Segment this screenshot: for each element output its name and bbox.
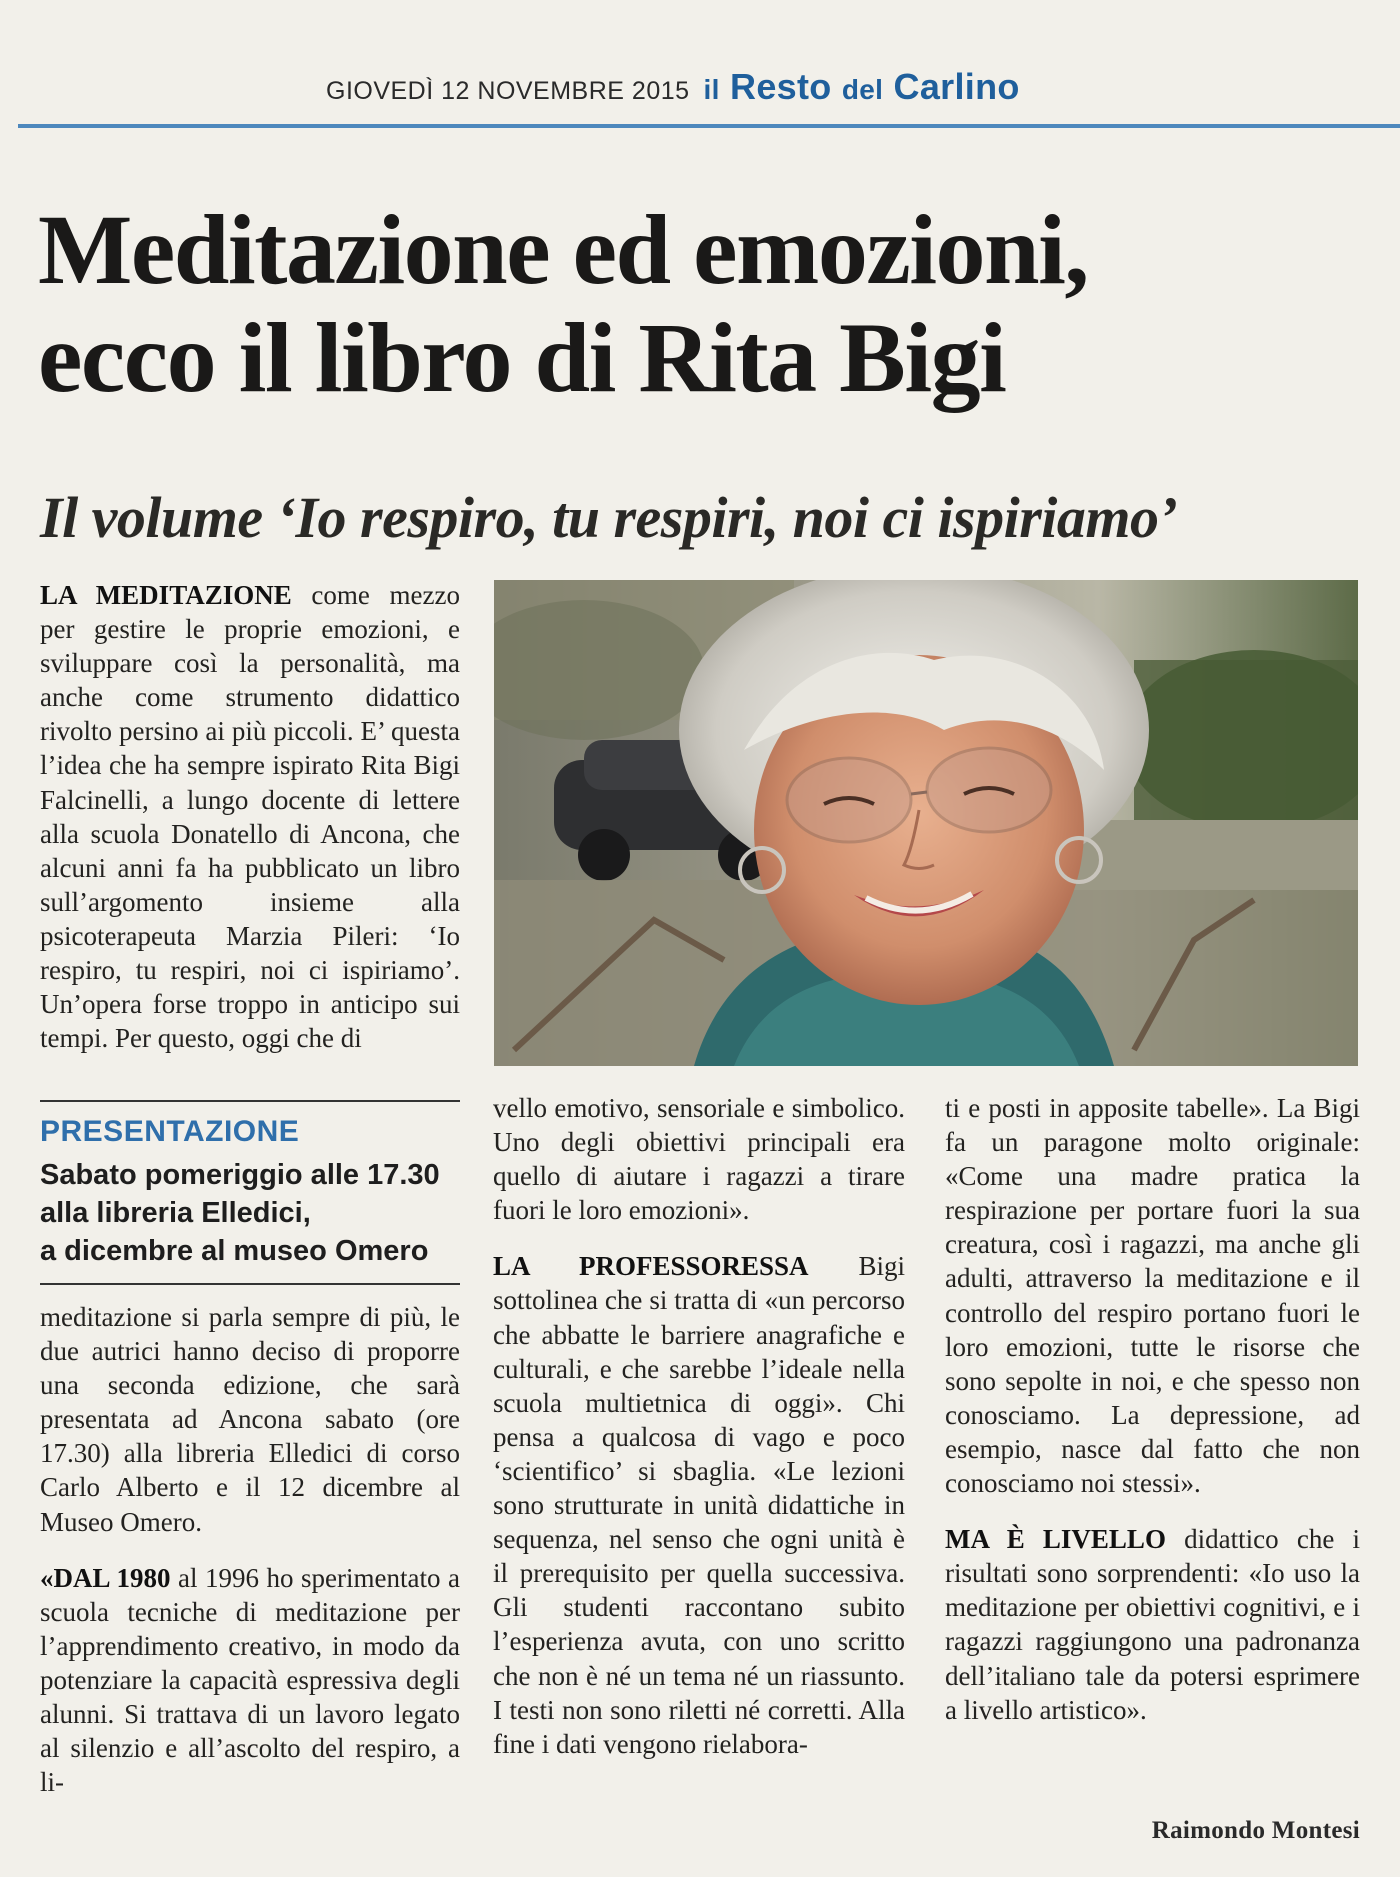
paragraph: meditazione si parla sempre di più, le due autrici hanno deciso di proporre una seconda edizione, che sarà presentata ad Ancona sabato (ore 17.30) alla libreria Elledici di corso Carlo Alberto e il 12 dicembre al Museo Omero. — [40, 1302, 460, 1537]
logo-carlino: Carlino — [893, 66, 1020, 107]
paragraph-text: didattico che i risultati sono sorprendenti: «Io uso la meditazione per obiettivi cognitivi, e i ragazzi raggiungono una padronanza dell’italiano tale da potersi esprimere a livello artistico». — [945, 1524, 1360, 1725]
paragraph-text: Bigi sottolinea che si tratta di «un percorso che abbatte le barriere anagrafiche e culturali, e che sarebbe l’ideale nella scuola multietnica di oggi». Chi pensa a qualcosa di vago e poco ‘scientifico’ si sbaglia. «Le lezioni sono strutturate in unità didattiche in sequenza, nel senso che ogni unità è il prerequisito per quella successiva. Gli studenti raccontano subito l’esperienza avuta, con uno scritto che non è né un tema né un riassunto. I testi non sono riletti né corretti. Alla fine i dati vengono rielabora- — [493, 1251, 905, 1759]
logo-resto: Resto — [730, 66, 832, 107]
paragraph — [493, 1249, 905, 1760]
author-byline: Raimondo Montesi — [1151, 1817, 1360, 1844]
masthead — [326, 66, 1086, 116]
box-label: PRESENTAZIONE — [40, 1115, 300, 1148]
box-line: Sabato pomeriggio alle 17.30 — [40, 1159, 440, 1191]
subheadline: Il volume ‘Io respiro, tu respiri, noi ci ispiriamo’ — [40, 485, 1178, 550]
article-column-2 — [493, 1091, 905, 1761]
newspaper-logo — [704, 66, 1020, 108]
masthead-rule — [18, 124, 1400, 128]
paragraph-text: al 1996 ho sperimentato a scuola tecniche di meditazione per l’apprendimento creativo, in modo da potenziare la capacità espressiva degli alunni. Si trattava di un lavoro legato al silenzio e all’ascolto del respiro, a li- — [40, 1562, 460, 1798]
box-text — [40, 1156, 470, 1270]
paragraph-lead: «DAL 1980 — [40, 1562, 171, 1593]
box-bottom-rule — [40, 1283, 460, 1285]
paragraph-lead: MA È LIVELLO — [945, 1524, 1166, 1555]
paragraph — [40, 578, 460, 1055]
paragraph: vello emotivo, sensoriale e simbolico. Uno degli obiettivi principali era quello di aiutare i ragazzi a tirare fuori le loro emozioni». — [493, 1093, 905, 1226]
paragraph: ti e posti in apposite tabelle». La Bigi fa un paragone molto originale: «Come una madre pratica la respirazione per portare fuori la sua creatura, così i ragazzi, ma anche gli adulti, attraverso la meditazione e il controllo del respiro portano fuori le loro emozioni, tutte le risorse che sono sepolte in noi, e che spesso non conosciamo. La depressione, ad esempio, nasce dal fatto che non conosciamo noi stessi». — [945, 1093, 1360, 1499]
headline — [38, 196, 1378, 412]
article-column-1 — [40, 578, 460, 1055]
box-top-rule — [40, 1100, 460, 1102]
headline-line-1: Meditazione ed emozioni, — [38, 194, 1088, 305]
logo-prefix: il — [703, 74, 720, 105]
box-line: alla libreria Elledici, — [40, 1197, 311, 1229]
paragraph — [945, 1522, 1360, 1727]
paragraph-lead: LA PROFESSORESSA — [493, 1251, 809, 1282]
logo-del: del — [841, 74, 884, 105]
portrait-image — [494, 580, 1358, 1066]
paragraph — [40, 1561, 460, 1800]
article-column-1-continued — [40, 1300, 460, 1799]
box-line: a dicembre al museo Omero — [40, 1235, 429, 1267]
paragraph-lead: LA MEDITAZIONE — [40, 580, 292, 610]
article-column-3 — [945, 1091, 1360, 1727]
paragraph-text: come mezzo per gestire le proprie emozioni, e sviluppare così la personalità, ma anche come strumento didattico rivolto persino ai più piccoli. E’ questa l’idea che ha sempre ispirato Rita Bigi Falcinelli, a lungo docente di lettere alla scuola Donatello di Ancona, che alcuni anni fa ha pubblicato un libro sull’argomento insieme alla psicoterapeuta Marzia Pileri: ‘Io respiro, tu respiri, noi ci ispiriamo’. Un’opera forse troppo in anticipo sui tempi. Per questo, oggi che di — [40, 580, 460, 1054]
masthead-date: GIOVEDÌ 12 NOVEMBRE 2015 — [326, 77, 690, 105]
portrait-photo — [494, 580, 1358, 1066]
headline-line-2: ecco il libro di Rita Bigi — [38, 302, 1006, 413]
